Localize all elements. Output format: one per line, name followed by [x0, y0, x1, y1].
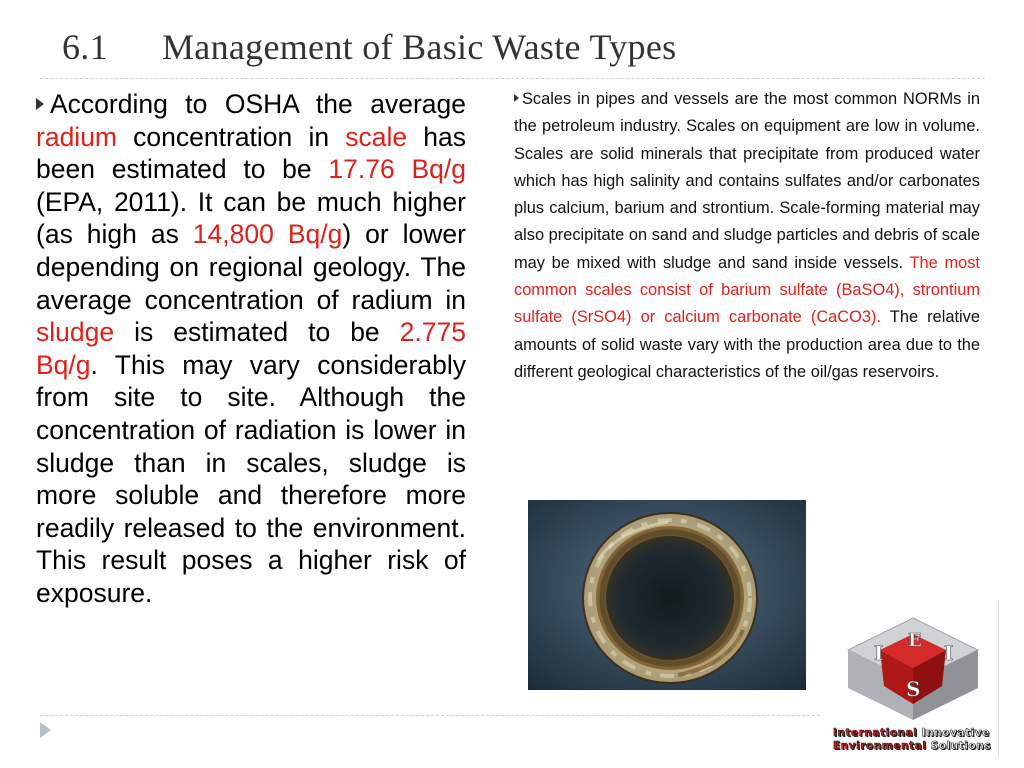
bullet-arrow-icon: [514, 94, 519, 102]
highlight-scale-value: 17.76 Bq/g: [328, 154, 466, 185]
logo-word: Environmental: [833, 740, 927, 752]
text-run: Scales in pipes and vessels are the most common NORMs in the petroleum industry. Scales on equipment are low in volume. Scales are solid minerals that precipitate from produced water which has high salinity and contains sulfates and/or carbonates plus calcium, barium and strontium. Scale-forming material may also precipitate on sand and sludge particles and debris of scale may be mixed with sludge and sand inside vessels.: [514, 90, 980, 272]
logo-word: Innovative: [921, 727, 990, 739]
text-run: ) or lower depending on regional geology. The average concentration of radium in: [36, 219, 466, 315]
highlight-sludge-value: 2.775 Bq/g: [36, 317, 466, 380]
logo-letter: E: [908, 630, 922, 651]
text-run: is estimated to be: [114, 317, 400, 348]
right-paragraph: [514, 86, 980, 386]
highlight-radium: radium: [36, 121, 118, 152]
bottom-divider: [40, 715, 820, 716]
logo-line-2: [833, 740, 998, 753]
logo-word: International: [833, 727, 918, 739]
logo-word: Solutions: [930, 740, 992, 752]
pipe-cross-section-image: [528, 500, 806, 690]
nav-arrow-icon[interactable]: [40, 722, 51, 738]
text-run: The relative amounts of solid waste vary with the production area due to the different geological characteristics of the oil/gas reservoirs.: [514, 308, 980, 381]
logo-emblem-icon: [828, 612, 998, 727]
logo-line-1: [833, 727, 998, 740]
highlight-common-scales: The most common scales consist of barium sulfate (BaSO4), strontium sulfate (SrSO4) or calcium carbonate (CaCO3).: [514, 253, 980, 327]
highlight-sludge: sludge: [36, 317, 115, 348]
logo-wordmark: [833, 727, 998, 753]
logo-letter: S: [906, 677, 921, 701]
slide-title: [62, 26, 676, 68]
logo-letter: I: [944, 641, 954, 665]
left-paragraph: [36, 88, 466, 610]
bullet-arrow-icon: [36, 98, 44, 110]
text-run: . This may vary considerably from site to site. Although the concentration of radiation is lower in sludge than in scales, sludge is more soluble and therefore more readily released to the environment. This result poses a higher risk of exposure.: [36, 349, 466, 608]
highlight-scale: scale: [345, 121, 408, 152]
text-run: concentration in: [117, 121, 346, 152]
logo-letter: I: [874, 641, 884, 665]
top-divider: [40, 78, 985, 79]
highlight-max-value: 14,800 Bq/g: [192, 219, 343, 250]
slide-title-text: Management of Basic Waste Types: [162, 27, 677, 67]
text-run: has been estimated to be: [36, 121, 466, 185]
slide-number: 6.1: [62, 27, 108, 67]
text-run: According to OSHA the average: [50, 89, 466, 119]
text-run: (EPA, 2011). It can be much higher (as high as: [36, 186, 466, 250]
pipe-scale-photo: [528, 500, 806, 690]
